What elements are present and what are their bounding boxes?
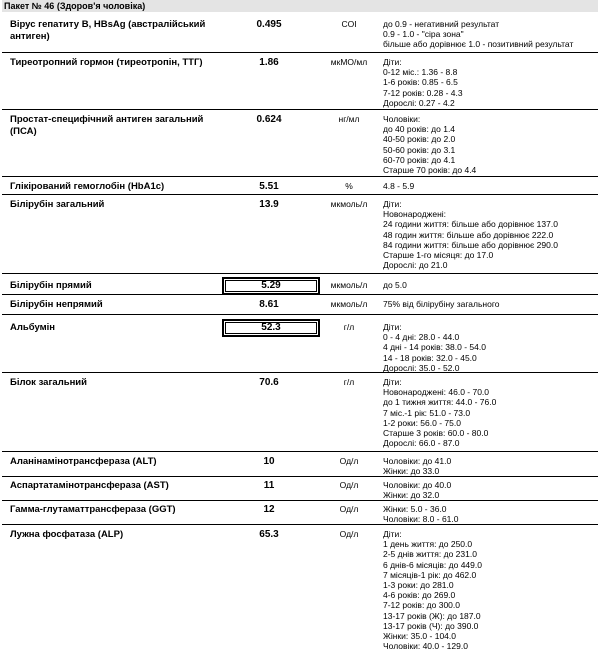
test-name: Глікірований гемоглобін (HbA1c) <box>10 181 165 192</box>
row-divider <box>2 176 598 177</box>
row-divider <box>2 194 598 195</box>
test-value: 70.6 <box>259 377 279 388</box>
test-unit: COI <box>341 19 357 29</box>
test-value: 10 <box>263 456 275 467</box>
reference-range: Діти: Новонароджені: 24 години життя: більше або дорівнює 137.0 48 годин життя: більше або дорівнює 222.0 84 години життя: більше або дорівнює 290.0 Старше 1-го місяця: до 17.0 Дорослі: до 21.0 <box>383 199 558 271</box>
test-name: Білок загальний <box>10 377 87 388</box>
row-divider <box>2 109 598 110</box>
test-value: 65.3 <box>259 529 279 540</box>
test-value-flagged: 52.3 <box>222 319 320 337</box>
row-divider <box>2 372 598 373</box>
test-name: Лужна фосфатаза (ALP) <box>10 529 124 540</box>
reference-range: до 5.0 <box>383 280 407 290</box>
test-name: Аспартатамінотрансфераза (AST) <box>10 480 169 491</box>
reference-range: Діти: 0-12 міс.: 1.36 - 8.8 1-6 років: 0.85 - 6.5 7-12 років: 0.28 - 4.3 Дорослі: 0.27 - 4.2 <box>383 57 463 108</box>
reference-range: Діти: 1 день життя: до 250.0 2-5 днів життя: до 231.0 6 днів-6 місяців: до 449.0 7 місяців-1 рік: до 462.0 1-3 роки: до 281.0 4-6 років: до 269.0 7-12 років: до 300.0 13-17 років (Ж): до 187.0 13-17 років (Ч): до 390.0 Жінки: 35.0 - 104.0 Чоловіки: 40.0 - 129.0 <box>383 529 482 652</box>
test-value: 0.495 <box>256 19 282 30</box>
test-unit: мкМО/мл <box>330 57 368 67</box>
test-unit: г/л <box>343 322 355 332</box>
row-divider <box>2 52 598 53</box>
test-unit: мкмоль/л <box>330 299 368 309</box>
test-name: Білірубін непрямий <box>10 299 103 310</box>
test-value: 5.51 <box>259 181 279 192</box>
reference-range: 4.8 - 5.9 <box>383 181 415 191</box>
row-divider <box>2 294 598 295</box>
row-divider <box>2 314 598 315</box>
row-divider <box>2 273 598 274</box>
test-name: Простат-специфічний антиген загальний (ПСА) <box>10 114 204 137</box>
test-name: Аланінамінотрансфераза (ALT) <box>10 456 157 467</box>
test-name: Альбумін <box>10 322 56 333</box>
test-value: 12 <box>263 504 275 515</box>
reference-range: Діти: Новонароджені: 46.0 - 70.0 до 1 тижня життя: 44.0 - 76.0 7 міс.-1 рік: 51.0 - 73.0 1-2 роки: 56.0 - 75.0 Старше 3 років: 60.0 - 80.0 Дорослі: 66.0 - 87.0 <box>383 377 497 449</box>
test-value: 8.61 <box>259 299 279 310</box>
test-unit: Од/л <box>339 456 359 466</box>
reference-range: Жінки: 5.0 - 36.0 Чоловіки: 8.0 - 61.0 <box>383 504 459 525</box>
row-divider <box>2 500 598 501</box>
test-unit: Од/л <box>339 529 359 539</box>
reference-range: Діти: 0 - 4 дні: 28.0 - 44.0 4 дні - 14 років: 38.0 - 54.0 14 - 18 років: 32.0 - 45.0 Дорослі: 35.0 - 52.0 <box>383 322 486 373</box>
test-unit: г/л <box>343 377 355 387</box>
row-divider <box>2 476 598 477</box>
test-unit: мкмоль/л <box>330 199 368 209</box>
reference-range: 75% від білірубіну загального <box>383 299 500 309</box>
test-value: 1.86 <box>259 57 279 68</box>
test-value: 0.624 <box>256 114 282 125</box>
test-value: 11 <box>263 480 275 491</box>
test-unit: нг/мл <box>338 114 360 124</box>
test-name: Тиреотропний гормон (тиреотропін, ТТГ) <box>10 57 203 68</box>
test-unit: мкмоль/л <box>330 280 368 290</box>
test-unit: Од/л <box>339 480 359 490</box>
test-name: Білірубін загальний <box>10 199 105 210</box>
reference-range: Чоловіки: до 41.0 Жінки: до 33.0 <box>383 456 452 477</box>
test-name: Вірус гепатиту B, HBsAg (австралійський антиген) <box>10 19 206 42</box>
row-divider <box>2 524 598 525</box>
test-unit: % <box>345 181 353 191</box>
reference-range: до 0.9 - негативний результат 0.9 - 1.0 - "сіра зона" більше або дорівнює 1.0 - позитивний результат <box>383 19 574 50</box>
package-title: Пакет № 46 (Здоров'я чоловіка) <box>2 0 598 12</box>
reference-range: Чоловіки: до 40.0 Жінки: до 32.0 <box>383 480 452 501</box>
test-unit: Од/л <box>339 504 359 514</box>
row-divider <box>2 451 598 452</box>
test-name: Гамма-глутаматтрансфераза (GGT) <box>10 504 176 515</box>
test-value-flagged: 5.29 <box>222 277 320 295</box>
test-value: 13.9 <box>259 199 279 210</box>
test-name: Білірубін прямий <box>10 280 92 291</box>
reference-range: Чоловіки: до 40 років: до 1.4 40-50 років: до 2.0 50-60 років: до 3.1 60-70 років: до 4.1 Старше 70 років: до 4.4 <box>383 114 477 175</box>
